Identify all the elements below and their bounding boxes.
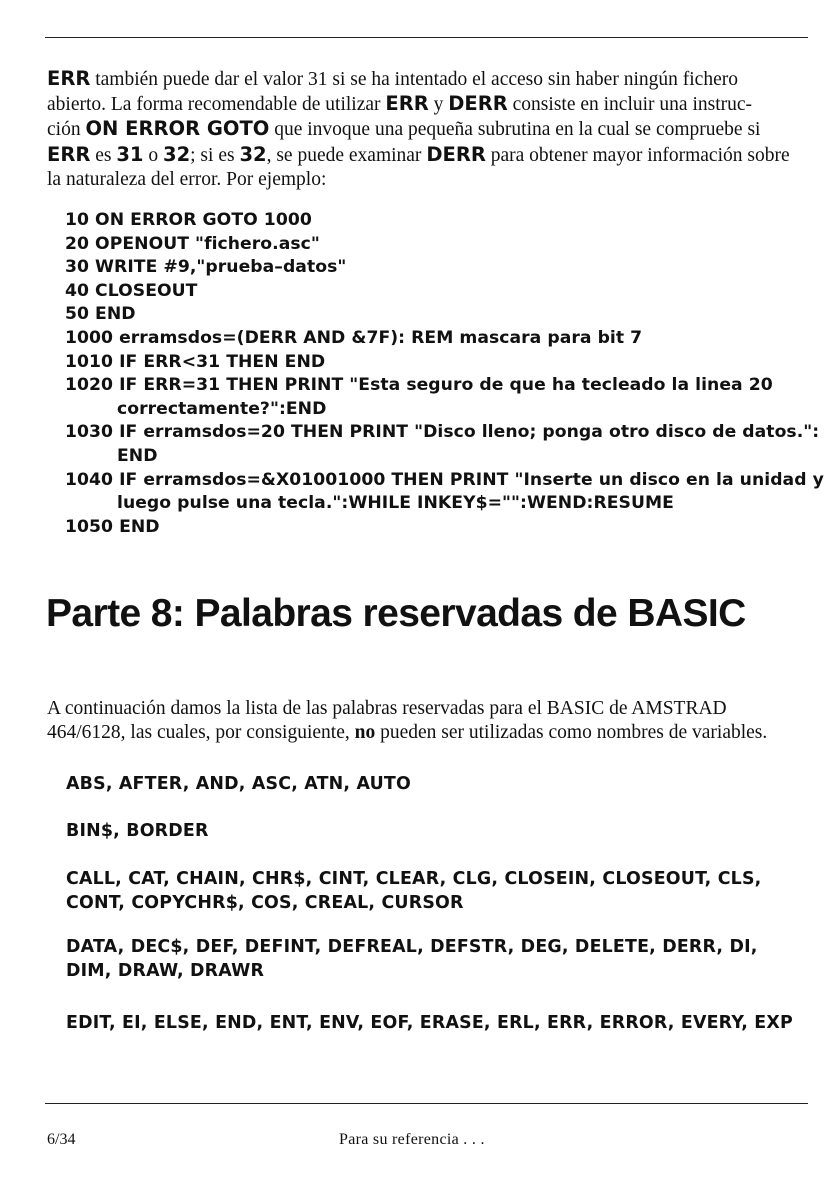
- keyword: ERR: [47, 142, 91, 166]
- code-line-continuation: correctamente?":END: [117, 398, 327, 419]
- code-line: 1050 END: [65, 516, 160, 537]
- keyword-line: CALL, CAT, CHAIN, CHR$, CINT, CLEAR, CLG, CLOSEIN, CLOSEOUT, CLS,: [66, 869, 762, 889]
- keyword-line: DATA, DEC$, DEF, DEFINT, DEFREAL, DEFSTR, DEG, DELETE, DERR, DI,: [66, 937, 758, 957]
- code-line: 1000 erramsdos=(DERR AND &7F): REM mascara para bit 7: [65, 327, 643, 348]
- keyword-line: EDIT, EI, ELSE, END, ENT, ENV, EOF, ERASE, ERL, ERR, ERROR, EVERY, EXP: [66, 1013, 793, 1033]
- paragraph-line: la naturaleza del error. Por ejemplo:: [47, 168, 327, 190]
- text: o: [143, 144, 163, 166]
- keyword-line: BIN$, BORDER: [66, 821, 209, 841]
- code-line-continuation: luego pulse una tecla.":WHILE INKEY$="":WEND:RESUME: [117, 493, 674, 514]
- keyword: ERR: [47, 67, 91, 90]
- text: consiste en incluir una instruc-: [507, 94, 753, 116]
- code-line: 1010 IF ERR<31 THEN END: [65, 351, 326, 372]
- text: para obtener mayor información sobre: [485, 144, 790, 166]
- text: es: [90, 144, 117, 166]
- code-line: 1040 IF erramsdos=&X01001000 THEN PRINT "Inserte un disco en la unidad y: [65, 469, 824, 490]
- bottom-rule: [45, 1103, 808, 1104]
- text: pueden ser utilizadas como nombres de variables.: [375, 722, 768, 744]
- top-rule: [45, 37, 808, 38]
- text: ; si es: [190, 144, 240, 166]
- text: ción: [47, 119, 86, 141]
- code-line: 40 CLOSEOUT: [65, 280, 198, 301]
- keyword: DERR: [448, 92, 508, 116]
- keyword: 32: [163, 142, 191, 166]
- keyword-line: ABS, AFTER, AND, ASC, ATN, AUTO: [66, 774, 411, 794]
- keyword-group-d: [66, 935, 811, 983]
- keyword-group-b: [66, 819, 811, 843]
- paragraph-line: [47, 67, 808, 92]
- keyword-line: DIM, DRAW, DRAWR: [66, 961, 265, 981]
- keyword-group-c: [66, 867, 811, 915]
- text: abierto. La forma recomendable de utilizar: [47, 94, 386, 116]
- keyword: 32: [239, 142, 267, 166]
- code-line-continuation: END: [117, 445, 158, 466]
- running-title: Para su referencia . . .: [339, 1131, 485, 1148]
- keyword: ON ERROR GOTO: [85, 117, 270, 141]
- text: , se puede examinar: [266, 144, 427, 166]
- intro-paragraph: [47, 67, 808, 192]
- code-line: 10 ON ERROR GOTO 1000: [65, 210, 312, 230]
- emphasis: no: [354, 722, 376, 744]
- keywords-intro-paragraph: [47, 697, 808, 745]
- keyword-line: CONT, COPYCHR$, COS, CREAL, CURSOR: [66, 893, 464, 913]
- code-line: 20 OPENOUT "fichero.asc": [65, 233, 320, 254]
- paragraph-line: [47, 117, 808, 142]
- code-line: 50 END: [65, 304, 136, 325]
- paragraph-line: [47, 721, 808, 745]
- paragraph-line: [47, 92, 808, 117]
- keyword: 31: [116, 142, 144, 166]
- text: también puede dar el valor 31 si se ha intentado el acceso sin haber ningún fichero: [90, 69, 738, 90]
- paragraph-line: A continuación damos la lista de las palabras reservadas para el BASIC de AMSTRAD: [47, 698, 727, 719]
- code-line: 30 WRITE #9,"prueba–datos": [65, 257, 347, 278]
- page-number: 6/34: [47, 1131, 76, 1148]
- keyword-group-e: [66, 1011, 811, 1035]
- code-listing: [65, 209, 824, 539]
- text: que invoque una pequeña subrutina en la cual se compruebe si: [269, 119, 761, 141]
- text: 464/6128, las cuales, por consiguiente,: [47, 722, 355, 744]
- section-heading: Parte 8: Palabras reservadas de BASIC: [46, 592, 746, 635]
- code-line: 1030 IF erramsdos=20 THEN PRINT "Disco lleno; ponga otro disco de datos.":: [65, 422, 820, 443]
- keyword: DERR: [426, 142, 486, 166]
- text: y: [428, 94, 449, 116]
- paragraph-line: [47, 143, 808, 168]
- code-line: 1020 IF ERR=31 THEN PRINT "Esta seguro de que ha tecleado la linea 20: [65, 375, 773, 396]
- keyword-group-a: [66, 772, 811, 796]
- keyword: ERR: [385, 92, 429, 116]
